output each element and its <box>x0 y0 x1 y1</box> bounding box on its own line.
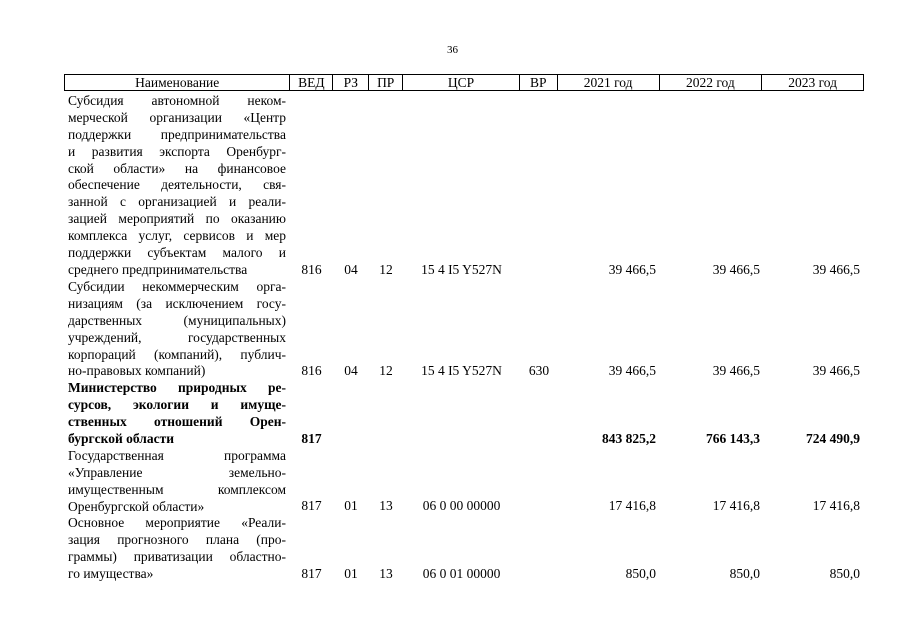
col-header-2023: 2023 год <box>788 75 838 90</box>
row-name-line: дарственных (муниципальных) <box>68 312 286 328</box>
col-header-ved: ВЕД <box>290 75 333 90</box>
row-name-line: Субсидии некоммерческим орга- <box>68 279 286 294</box>
row-name-line: корпораций (компаний), публич- <box>68 346 286 362</box>
row-name <box>64 380 286 448</box>
cell-2021: 843 825,2 <box>602 431 656 447</box>
col-header-csr: ЦСР <box>403 75 520 90</box>
cell-2022: 766 143,3 <box>706 431 760 447</box>
cell-2023: 39 466,5 <box>812 363 860 379</box>
cell-ved: 817 <box>301 431 322 447</box>
row-name <box>64 515 286 583</box>
cell-2023: 724 490,9 <box>806 431 860 447</box>
table-row <box>64 515 864 583</box>
row-name-line: мерческой организации «Центр <box>68 109 286 125</box>
page-number: 36 <box>447 44 458 56</box>
cell-2021: 39 466,5 <box>608 262 656 278</box>
table-row <box>64 448 864 515</box>
cell-2022: 850,0 <box>729 566 760 582</box>
cell-2023: 17 416,8 <box>812 498 860 514</box>
cell-rz: 01 <box>344 498 358 514</box>
row-name-line: граммы) приватизации областно- <box>68 548 286 564</box>
cell-2023: 39 466,5 <box>812 262 860 278</box>
row-name-line: Основное мероприятие «Реали- <box>68 515 286 530</box>
col-header-pr: ПР <box>369 75 403 90</box>
row-name-line: Государственная программа <box>68 448 286 463</box>
row-name-line: низациям (за исключением госу- <box>68 295 286 311</box>
cell-csr: 15 4 I5 Y527N <box>421 363 502 379</box>
cell-ved: 817 <box>301 566 322 582</box>
table-header <box>64 74 864 91</box>
cell-rz: 04 <box>344 262 358 278</box>
cell-pr: 13 <box>379 566 393 582</box>
cell-pr: 12 <box>379 363 393 379</box>
row-name <box>64 448 286 516</box>
cell-pr: 13 <box>379 498 393 514</box>
cell-2021: 17 416,8 <box>608 498 656 514</box>
row-name-line: Оренбургской области» <box>68 498 205 514</box>
row-name <box>64 93 286 279</box>
row-name-line: обеспечение деятельности, свя- <box>68 177 286 193</box>
row-name-line: бургской области <box>68 430 175 446</box>
cell-2022: 39 466,5 <box>712 363 760 379</box>
col-header-2022: 2022 год <box>660 75 763 90</box>
table-row <box>64 380 864 448</box>
row-name-line: поддержки субъектам малого и <box>68 245 286 261</box>
col-header-vr: ВР <box>520 75 558 90</box>
row-name-line: зация прогнозного плана (про- <box>68 531 286 547</box>
row-name-line: и развития экспорта Оренбург- <box>68 143 286 159</box>
cell-pr: 12 <box>379 262 393 278</box>
row-name-line: ской области» на финансовое <box>68 160 286 176</box>
row-name-line: учреждений, государственных <box>68 329 286 345</box>
cell-csr: 06 0 01 00000 <box>422 566 501 582</box>
cell-ved: 817 <box>301 498 322 514</box>
row-name-line: Министерство природных ре- <box>68 380 286 395</box>
table-row <box>64 279 864 380</box>
cell-2023: 850,0 <box>829 566 860 582</box>
row-name-line: среднего предпринимательства <box>68 261 248 277</box>
cell-vr: 630 <box>528 363 550 379</box>
row-name-line: поддержки предпринимательства <box>68 126 286 142</box>
cell-csr: 15 4 I5 Y527N <box>421 262 502 278</box>
row-name-line: «Управление земельно- <box>68 464 286 480</box>
cell-rz: 04 <box>344 363 358 379</box>
cell-2022: 39 466,5 <box>712 262 760 278</box>
cell-2021: 39 466,5 <box>608 363 656 379</box>
row-name-line: зацией мероприятий по оказанию <box>68 211 286 227</box>
row-name-line: имущественным комплексом <box>68 481 286 497</box>
row-name-line: го имущества» <box>68 565 154 581</box>
cell-2022: 17 416,8 <box>712 498 760 514</box>
row-name-line: занной с организацией и реали- <box>68 194 286 210</box>
row-name-line: сурсов, экологии и имуще- <box>68 396 286 412</box>
row-name-line: но-правовых компаний) <box>68 363 206 379</box>
col-header-name: Наименование <box>65 75 290 90</box>
row-name-line: ственных отношений Орен- <box>68 413 286 429</box>
row-name-line: Субсидия автономной неком- <box>68 93 286 108</box>
cell-ved: 816 <box>301 363 322 379</box>
cell-ved: 816 <box>301 262 322 278</box>
row-name-line: комплекса услуг, сервисов и мер <box>68 228 286 244</box>
col-header-2021: 2021 год <box>558 75 660 90</box>
cell-2021: 850,0 <box>625 566 656 582</box>
cell-rz: 01 <box>344 566 358 582</box>
cell-csr: 06 0 00 00000 <box>422 498 501 514</box>
col-header-rz: РЗ <box>333 75 369 90</box>
row-name <box>64 279 286 380</box>
table-row <box>64 93 864 279</box>
